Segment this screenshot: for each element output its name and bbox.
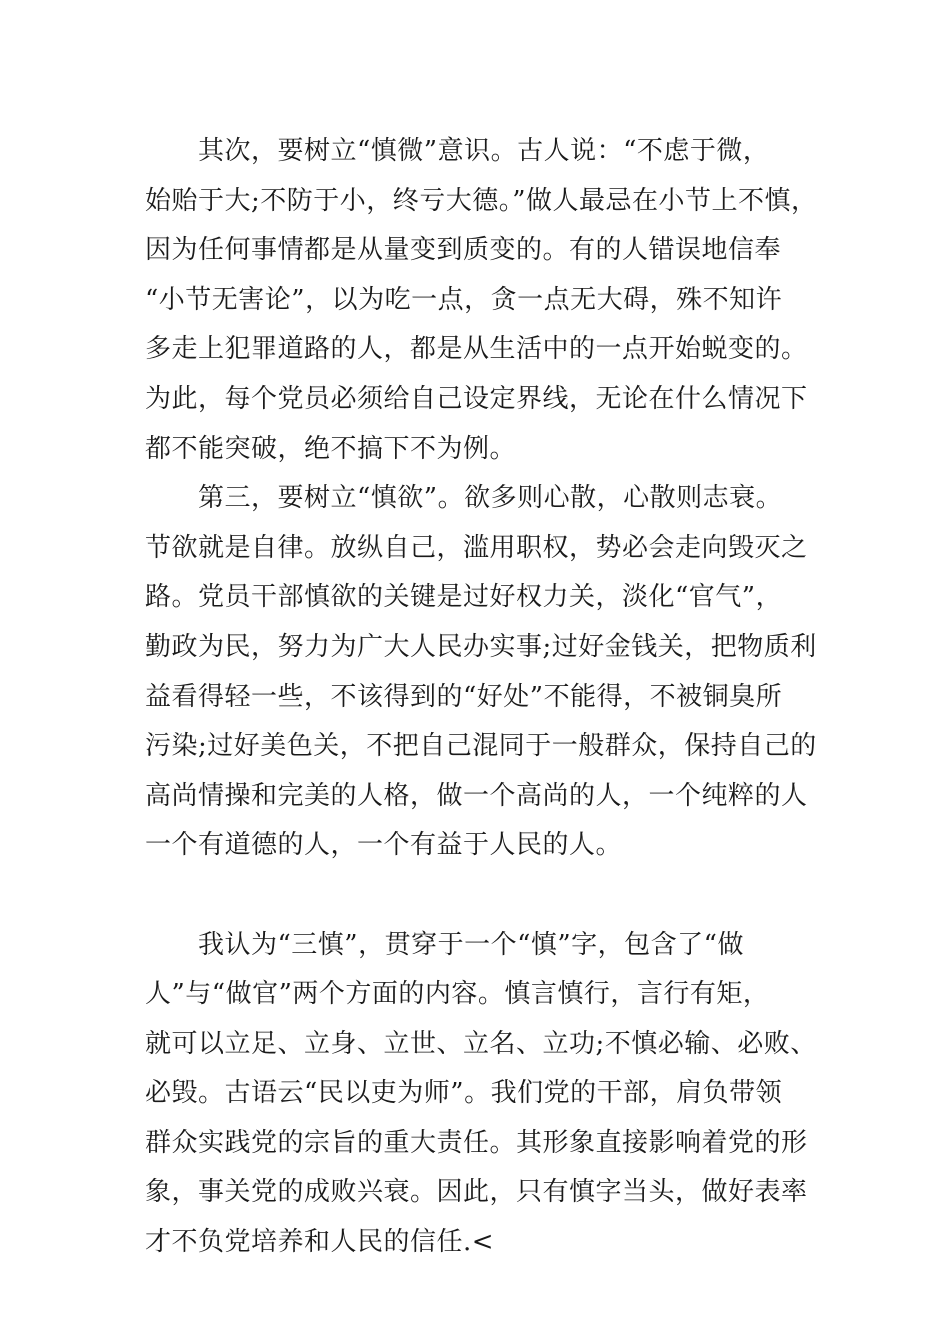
text-line: 象，事关党的成败兴衰。因此，只有慎字当头，做好表率 <box>145 1177 808 1208</box>
paragraph-prudence-small-matters <box>145 127 818 474</box>
text-line: 一个有道德的人，一个有益于人民的人。 <box>145 830 623 861</box>
text-line <box>145 871 810 921</box>
text-line: 就可以立足、立身、立世、立名、立功;不慎必输、必败、 <box>145 1028 817 1059</box>
text-line: 其次，要树立“慎微”意识。古人说：“不虑于微， <box>145 136 770 166</box>
text-line: 高尚情操和完美的人格，做一个高尚的人，一个纯粹的人 <box>145 780 808 811</box>
document-body <box>145 127 818 1268</box>
text-line: 才不负党培养和人民的信任.< <box>145 1227 495 1258</box>
text-line: 都不能突破，绝不搞下不为例。 <box>145 433 517 464</box>
text-line: 我认为“三慎”，贯穿于一个“慎”字，包含了“做 <box>145 929 744 960</box>
text-line: 节欲就是自律。放纵自己，滥用职权，势必会走向毁灭之 <box>145 532 808 563</box>
text-line: 污染;过好美色关，不把自己混同于一般群众，保持自己的 <box>145 731 817 762</box>
text-line: 第三，要树立“慎欲”。欲多则心散，心散则志衰。 <box>145 483 783 514</box>
text-line: 勤政为民，努力为广大人民办实事;过好金钱关，把物质利 <box>145 631 817 662</box>
text-line: 益看得轻一些，不该得到的“好处”不能得，不被铜臭所 <box>145 681 783 712</box>
text-line: 必毁。古语云“民以吏为师”。我们党的干部，肩负带领 <box>145 1078 783 1109</box>
text-line: 始贻于大;不防于小，终亏大德。”做人最忌在小节上不慎， <box>145 185 818 216</box>
paragraph-prudence-desire <box>145 474 817 920</box>
text-line: 群众实践党的宗旨的重大责任。其形象直接影响着党的形 <box>145 1127 808 1158</box>
text-line: “小节无害论”，以为吃一点，贪一点无大碍，殊不知许 <box>145 284 783 315</box>
text-line: 为此，每个党员必须给自己设定界线，无论在什么情况下 <box>145 383 808 414</box>
text-line: 人”与“做官”两个方面的内容。慎言慎行，言行有矩， <box>145 979 770 1010</box>
text-line: 因为任何事情都是从量变到质变的。有的人错误地信奉 <box>145 235 782 266</box>
text-line: 路。党员干部慎欲的关键是过好权力关，淡化“官气”， <box>145 582 783 613</box>
paragraph-conclusion <box>145 921 817 1268</box>
text-line: 多走上犯罪道路的人，都是从生活中的一点开始蜕变的。 <box>145 334 808 365</box>
